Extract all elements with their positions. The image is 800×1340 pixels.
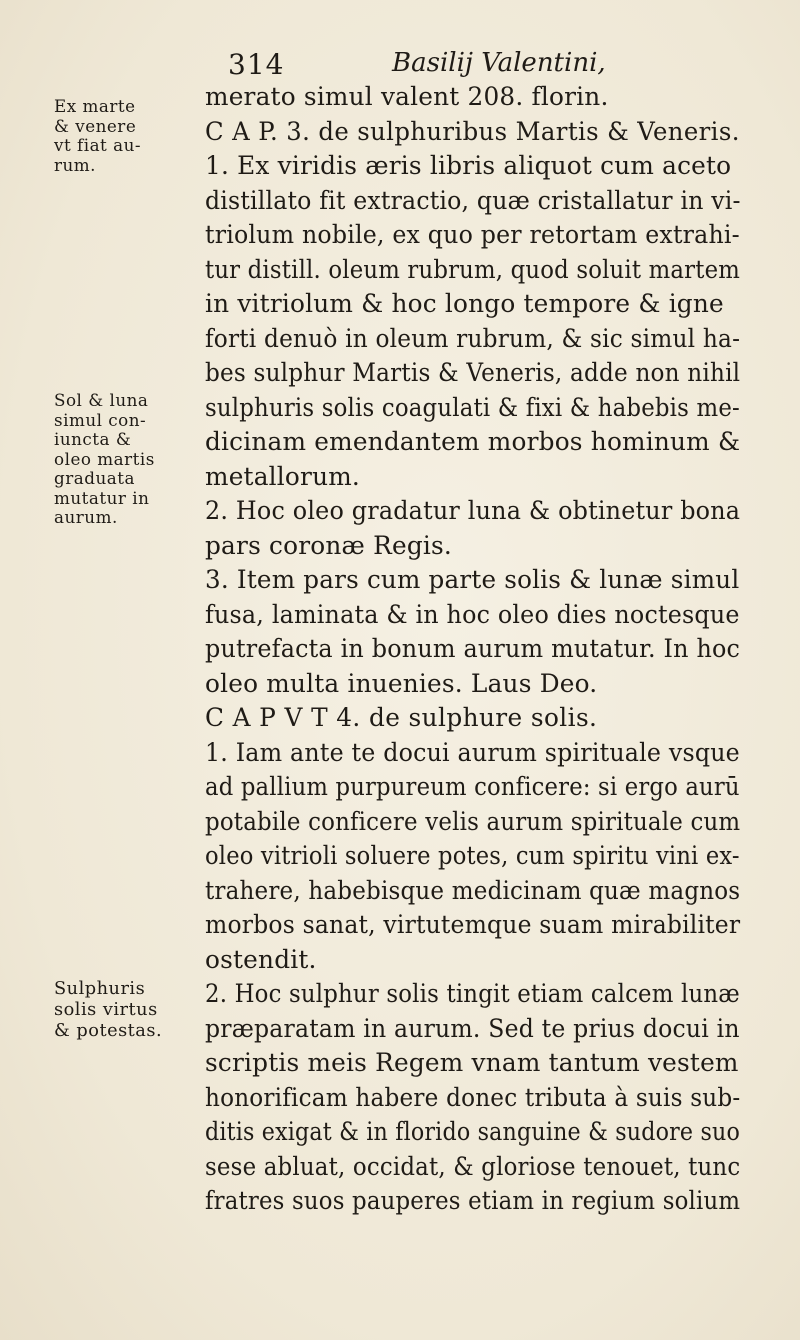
body-line: fusa, laminata & in hoc oleo dies noctesque — [205, 599, 740, 629]
margin-note-line: rum. — [54, 155, 97, 176]
margin-note-line: graduata — [54, 469, 135, 489]
margin-note-line: Ex marte — [54, 97, 136, 117]
body-line: honorificam habere donec tributa à suis sub- — [205, 1082, 741, 1112]
margin-note-line: oleo martis — [54, 449, 155, 470]
body-line: metallorum. — [205, 461, 360, 491]
body-line: scriptis meis Regem vnam tantum vestem — [205, 1048, 739, 1077]
body-line: oleo vitrioli soluere potes, cum spiritu vini ex- — [205, 841, 740, 870]
body-line: oleo multa inuenies. Laus Deo. — [205, 668, 598, 698]
body-line: trahere, habebisque medicinam quæ magnos — [205, 875, 741, 905]
margin-note-line: vt fiat au- — [54, 136, 142, 156]
margin-note-line: Sulphuris — [54, 978, 146, 999]
margin-note-sulphur-solis — [54, 978, 202, 1041]
margin-note-line: solis virtus — [54, 999, 158, 1020]
body-line: sulphuris solis coagulati & fixi & habebis me- — [205, 392, 740, 422]
body-text — [205, 80, 745, 1219]
page-header — [228, 48, 608, 84]
page-number: 314 — [228, 48, 285, 81]
margin-note-sol-luna — [54, 392, 202, 529]
body-line: fratres suos pauperes etiam in regium solium — [205, 1186, 741, 1215]
margin-note-line: Sol & luna — [54, 391, 149, 411]
margin-note-line: simul con- — [54, 410, 147, 431]
body-line: 2. Hoc sulphur solis tingit etiam calcem lunæ — [205, 979, 740, 1008]
chapter-heading: C A P. 3. de sulphuribus Martis & Veneris. — [205, 116, 740, 146]
margin-note-line: & venere — [54, 116, 137, 137]
body-line: 3. Item pars cum parte solis & lunæ simul — [205, 565, 740, 594]
body-line: pars coronæ Regis. — [205, 530, 452, 560]
body-line: 1. Iam ante te docui aurum spirituale vsque — [205, 737, 740, 767]
body-line: triolum nobile, ex quo per retortam extrahi- — [205, 220, 740, 249]
body-line: distillato fit extractio, quæ cristallatur in vi- — [205, 185, 741, 215]
chapter-heading: C A P V T 4. de sulphure solis. — [205, 703, 598, 732]
body-line: morbos sanat, virtutemque suam mirabiliter — [205, 910, 741, 939]
margin-note-line: aurum. — [54, 508, 118, 528]
body-line: bes sulphur Martis & Veneris, adde non nihil — [205, 358, 741, 387]
body-line: ditis exigat & in florido sanguine & sudore suo — [205, 1117, 740, 1146]
body-line: in vitriolum & hoc longo tempore & igne — [205, 289, 724, 318]
body-line: putrefacta in bonum aurum mutatur. In hoc — [205, 634, 741, 663]
margin-note-line: mutatur in — [54, 488, 150, 509]
body-line: 1. Ex viridis æris libris aliquot cum aceto — [205, 151, 732, 180]
body-line: ad pallium purpureum conficere: si ergo aurū — [205, 772, 740, 801]
body-line: dicinam emendantem morbos hominum & — [205, 427, 741, 456]
body-line: ostendit. — [205, 944, 317, 974]
body-line: præparatam in aurum. Sed te prius docui in — [205, 1013, 740, 1043]
margin-note-line: iuncta & — [54, 430, 132, 450]
body-line: sese abluat, occidat, & gloriose tenouet, tunc — [205, 1151, 741, 1181]
body-line: tur distill. oleum rubrum, quod soluit martem — [205, 254, 741, 284]
body-line: 2. Hoc oleo gradatur luna & obtinetur bona — [205, 496, 741, 525]
running-head: Basilij Valentini, — [392, 48, 606, 78]
body-line: potabile conficere velis aurum spirituale cum — [205, 806, 741, 836]
margin-note-mars-venus — [54, 98, 202, 176]
body-line: merato simul valent 208. florin. — [205, 82, 609, 111]
margin-note-line: & potestas. — [54, 1020, 163, 1041]
body-line: forti denuò in oleum rubrum, & sic simul ha- — [205, 323, 741, 353]
